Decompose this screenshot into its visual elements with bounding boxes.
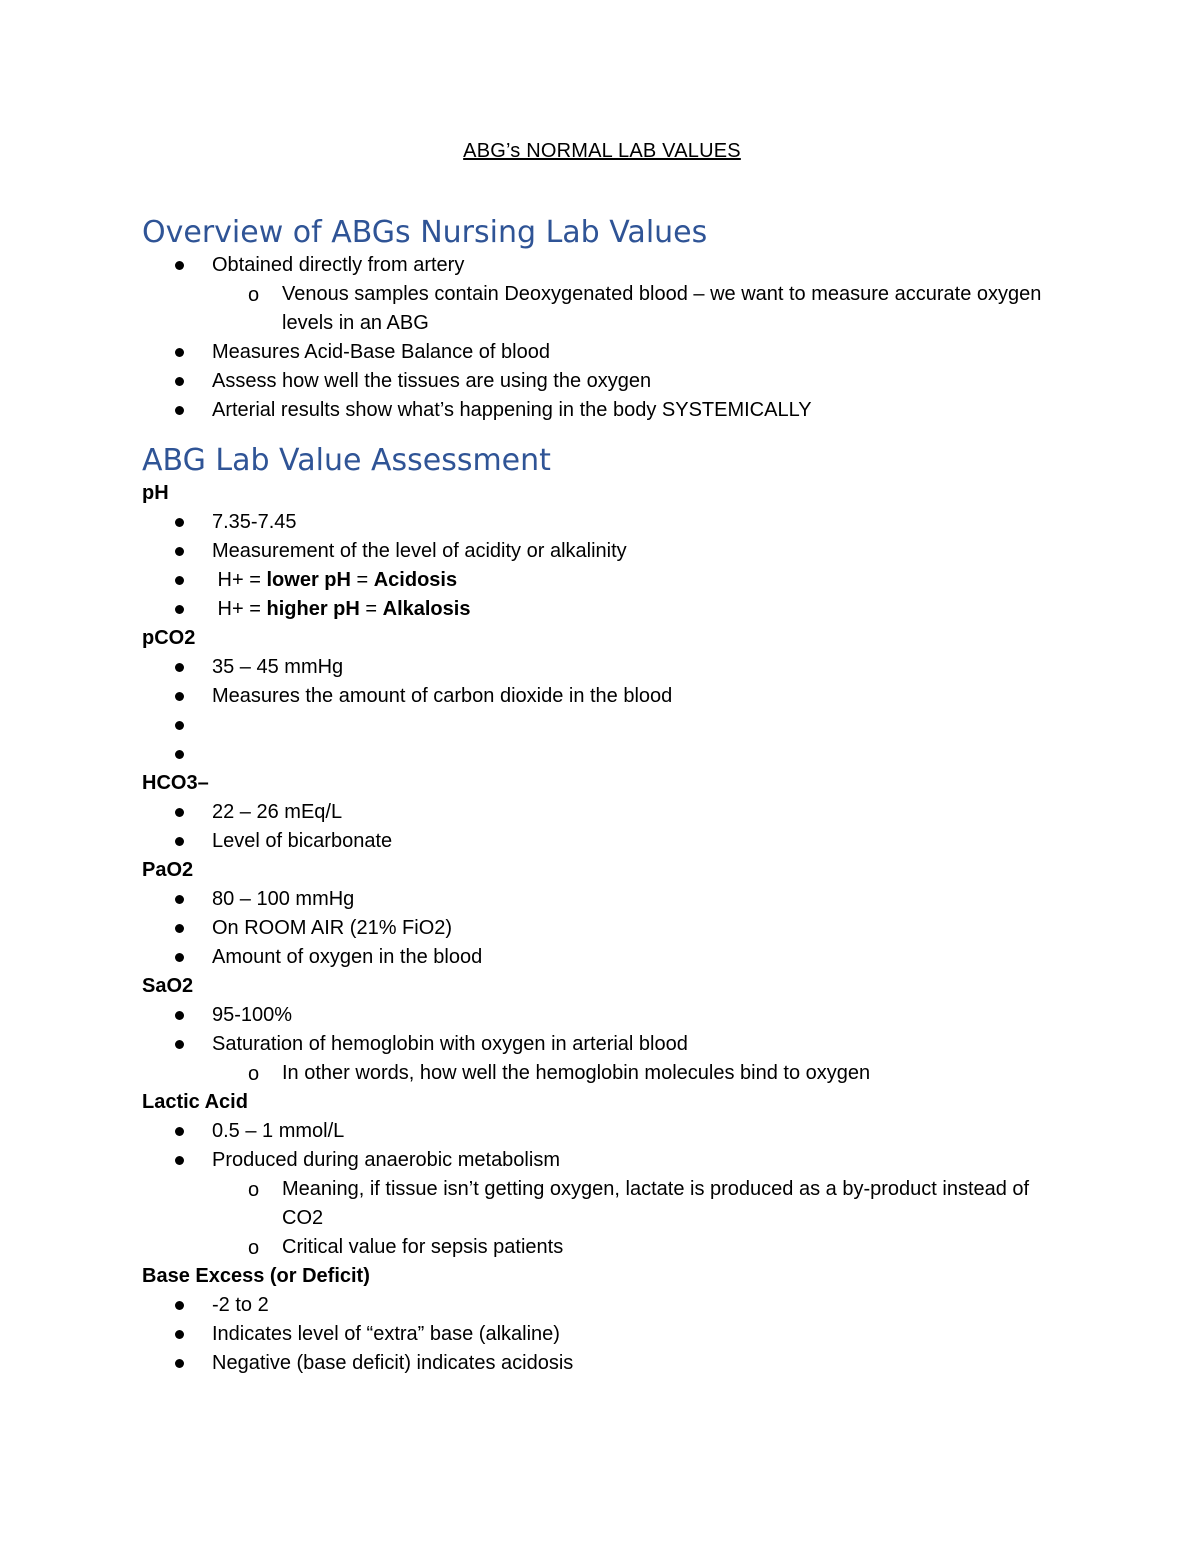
base-excess-label: Base Excess (or Deficit) [142, 1265, 370, 1287]
list-item: 80 – 100 mmHg [142, 885, 1062, 914]
list-item: 22 – 26 mEq/L [142, 798, 1062, 827]
list-item: Measurement of the level of acidity or alkalinity [142, 537, 1062, 566]
sub-list-item: o Critical value for sepsis patients [248, 1236, 564, 1259]
list-item: Indicates level of “extra” base (alkaline) [142, 1320, 1062, 1349]
list-item [142, 740, 1062, 769]
pco2-list [142, 653, 1062, 769]
list-item: Assess how well the tissues are using the oxygen [142, 367, 1062, 396]
bullet-icon [175, 1301, 184, 1310]
hco3-label: HCO3– [142, 772, 209, 794]
lactic-acid-list [142, 1117, 1062, 1262]
bullet-icon [175, 895, 184, 904]
ph-list [142, 508, 1062, 624]
bullet-icon [175, 924, 184, 933]
list-item: -2 to 2 [142, 1291, 1062, 1320]
list-item: 35 – 45 mmHg [142, 653, 1062, 682]
sub-list-item: o In other words, how well the hemoglobin molecules bind to oxygen [248, 1062, 871, 1085]
lactic-acid-label: Lactic Acid [142, 1091, 248, 1113]
circle-bullet-icon: o [248, 1237, 260, 1259]
bullet-icon [175, 1330, 184, 1339]
list-item: 7.35-7.45 [142, 508, 1062, 537]
list-item: Produced during anaerobic metabolism o Meaning, if tissue isn’t getting oxygen, lactate is produced as a by-product instead of CO2 o Critical value for sepsis patients [142, 1146, 1062, 1262]
bullet-icon [175, 953, 184, 962]
bullet-icon [175, 576, 184, 585]
list-item: 95-100% [142, 1001, 1062, 1030]
pao2-label: PaO2 [142, 859, 194, 881]
bullet-icon [175, 663, 184, 672]
list-item [142, 711, 1062, 740]
pao2-list [142, 885, 1062, 972]
bullet-icon [175, 1359, 184, 1368]
bullet-icon [175, 1040, 184, 1049]
ph-label: pH [142, 482, 169, 504]
base-excess-list [142, 1291, 1062, 1378]
list-item: Amount of oxygen in the blood [142, 943, 1062, 972]
list-item: Measures Acid-Base Balance of blood [142, 338, 1062, 367]
bullet-icon [175, 692, 184, 701]
document-title: ABG’s NORMAL LAB VALUES [463, 140, 741, 162]
hco3-list [142, 798, 1062, 856]
list-item: On ROOM AIR (21% FiO2) [142, 914, 1062, 943]
bullet-icon [175, 406, 184, 415]
circle-bullet-icon: o [248, 284, 260, 306]
bullet-icon [175, 1127, 184, 1136]
overview-heading: Overview of ABGs Nursing Lab Values [142, 215, 708, 250]
bullet-icon [175, 547, 184, 556]
document-page [142, 140, 1062, 1378]
bullet-icon [175, 377, 184, 386]
bullet-icon [175, 1011, 184, 1020]
list-item: Level of bicarbonate [142, 827, 1062, 856]
sub-list-item: o Venous samples contain Deoxygenated blood – we want to measure accurate oxygen levels in an ABG [248, 283, 1042, 334]
circle-bullet-icon: o [248, 1063, 260, 1085]
list-item: H+ = higher pH = Alkalosis [142, 595, 1062, 624]
bullet-icon [175, 261, 184, 270]
bullet-icon [175, 1156, 184, 1165]
bullet-icon [175, 348, 184, 357]
list-item: Measures the amount of carbon dioxide in the blood [142, 682, 1062, 711]
bullet-icon [175, 721, 184, 730]
sao2-list [142, 1001, 1062, 1088]
bullet-icon [175, 808, 184, 817]
pco2-label: pCO2 [142, 627, 196, 649]
circle-bullet-icon: o [248, 1179, 260, 1201]
bullet-icon [175, 837, 184, 846]
bullet-icon [175, 750, 184, 759]
list-item: H+ = lower pH = Acidosis [142, 566, 1062, 595]
bullet-icon [175, 518, 184, 527]
bullet-icon [175, 605, 184, 614]
list-item: Saturation of hemoglobin with oxygen in arterial blood o In other words, how well the hemoglobin molecules bind to oxygen [142, 1030, 1062, 1088]
list-item: Negative (base deficit) indicates acidosis [142, 1349, 1062, 1378]
assessment-heading: ABG Lab Value Assessment [142, 443, 551, 478]
overview-list [142, 251, 1062, 425]
sao2-label: SaO2 [142, 975, 194, 997]
list-item: Obtained directly from artery o Venous samples contain Deoxygenated blood – we want to measure accurate oxygen levels in an ABG [142, 251, 1062, 338]
list-item: Arterial results show what’s happening in the body SYSTEMICALLY [142, 396, 1062, 425]
list-item: 0.5 – 1 mmol/L [142, 1117, 1062, 1146]
sub-list-item: o Meaning, if tissue isn’t getting oxygen, lactate is produced as a by-product instead of CO2 [248, 1178, 1030, 1229]
